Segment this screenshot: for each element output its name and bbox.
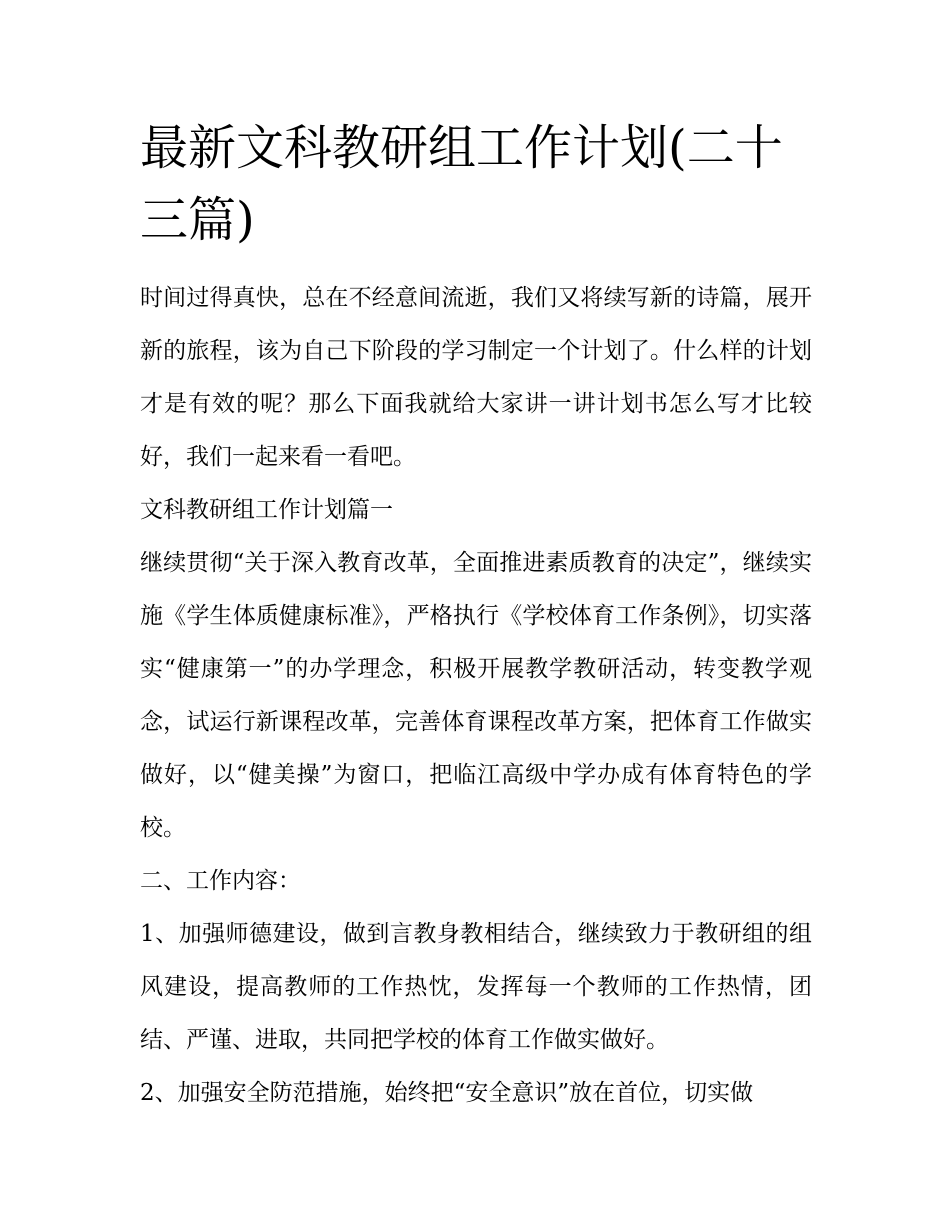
list-item: 1、加强师德建设，做到言教身教相结合，继续致力于教研组的组风建设，提高教师的工作热忱，发挥每一个教师的工作热情，团结、严谨、进取，共同把学校的体育工作做实做好。: [140, 921, 812, 1053]
document-title: 最新文科教研组工作计划(二十三篇): [140, 120, 783, 248]
subsection-heading: 二、工作内容：: [140, 868, 301, 894]
list-item: 2、加强安全防范措施，始终把“安全意识”放在首位，切实做: [140, 1080, 754, 1106]
intro-paragraph: 时间过得真快，总在不经意间流逝，我们又将续写新的诗篇，展开新的旅程，该为自己下阶段的学习制定一个计划了。什么样的计划才是有效的呢？那么下面我就给大家讲一讲计划书怎么写才比较好，我们一起来看一看吧。: [140, 285, 812, 470]
section-heading: 文科教研组工作计划篇一: [140, 497, 393, 523]
body-paragraph: 继续贯彻“关于深入教育改革，全面推进素质教育的决定”，继续实施《学生体质健康标准》，严格执行《学校体育工作条例》，切实落实“健康第一”的办学理念，积极开展教学教研活动，转变教学观念，试运行新课程改革，完善体育课程改革方案，把体育工作做实做好，以“健美操”为窗口，把临江高级中学办成有体育特色的学校。: [140, 550, 812, 841]
document-page: [140, 112, 812, 1120]
